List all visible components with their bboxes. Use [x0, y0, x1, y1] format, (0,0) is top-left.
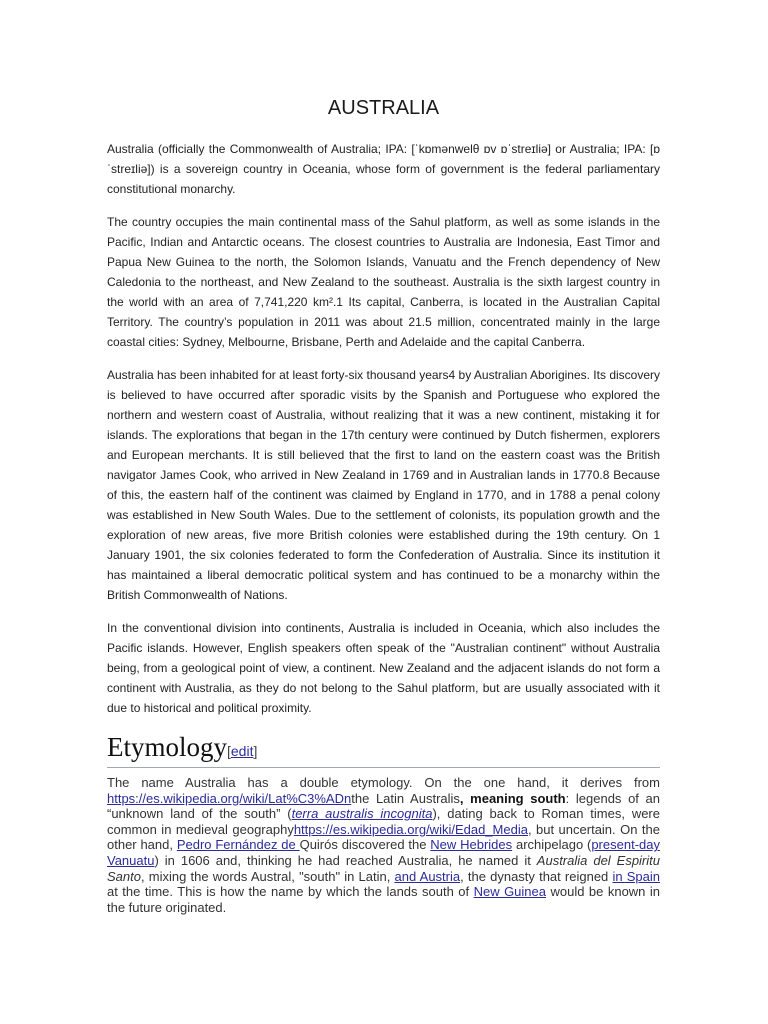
- edit-bracket-open: [: [227, 743, 231, 759]
- etymology-text: The name Australia has a double etymology. On the one hand, it derives from: [107, 775, 660, 790]
- etymology-heading-text: Etymology: [107, 732, 227, 762]
- meaning-south-bold: , meaning south: [459, 790, 566, 806]
- link-terra-australis-incognita[interactable]: terra australis incognita: [291, 806, 433, 822]
- etymology-text: the Latin Australis: [351, 790, 460, 806]
- edit-bracket-close: ]: [253, 743, 258, 759]
- etymology-text: , the dynasty that reigned: [460, 868, 613, 884]
- paragraph-etymology: [107, 775, 660, 915]
- link-in-spain[interactable]: in Spain: [612, 868, 660, 884]
- edit-link[interactable]: edit: [230, 743, 254, 759]
- etymology-text: ), dating back to Roman times, were common in medieval geography: [107, 806, 660, 837]
- document-page: [107, 0, 660, 915]
- etymology-text: , mixing the words Austral, "south" in Latin,: [140, 868, 395, 884]
- link-edad-media-wiki[interactable]: https://es.wikipedia.org/wiki/Edad_Media: [293, 821, 528, 837]
- link-present-day-vanuatu[interactable]: present-day Vanuatu: [107, 837, 660, 868]
- paragraph-intro: Australia (officially the Commonwealth of Australia; IPA: [ˈkɒmənwelθ ɒv ɒˈstreɪliə] or Australia; IPA: [ɒˈstreɪliə]) is a sovereign country in Oceania, whose form of government is the federal parliamentary constitutional monarchy.: [107, 142, 660, 196]
- paragraph-history: Australia has been inhabited for at least forty-six thousand years4 by Australian Aborigines. Its discovery is believed to have occurred after sporadic visits by the Spanish and Portuguese who explored the northern and western coast of Australia, without realizing that it was a new continent, mistaking it for islands. The explorations that began in the 17th century were continued by Dutch fishermen, explorers and European merchants. It is still believed that the first to land on the eastern coast was the British navigator James Cook, who arrived in New Zealand in 1769 and in Australian lands in 1770.8 Because of this, the eastern half of the continent was claimed by England in 1770, and in 1788 a penal colony was established in New South Wales. Due to the settlement of colonists, its population growth and the exploration of new areas, five more British colonies were established during the 19th century. On 1 January 1901, the six colonies federated to form the Confederation of Australia. Since its institution it has maintained a liberal democratic political system and has continued to be a monarchy within the British Commonwealth of Nations.: [107, 368, 660, 602]
- etymology-text: Quirós discovered the: [299, 837, 431, 853]
- etymology-text: , but uncertain. On the other hand,: [107, 821, 660, 853]
- etymology-text: archipelago (: [512, 837, 592, 853]
- paragraph-geography: The country occupies the main continental mass of the Sahul platform, as well as some islands in the Pacific, Indian and Antarctic oceans. The closest countries to Australia are Indonesia, East Timor and Papua New Guinea to the north, the Solomon Islands, Vanuatu and the French dependency of New Caledonia to the northeast, and New Zealand to the southeast. Australia is the sixth largest country in the world with an area of 7,741,220 km².1 Its capital, Canberra, is located in the Australian Capital Territory. The country’s population in 2011 was about 21.5 million, concentrated mainly in the large coastal cities: Sydney, Melbourne, Brisbane, Perth and Adelaide and the capital Canberra.: [107, 215, 660, 349]
- etymology-heading: [107, 732, 660, 768]
- etymology-text: would be known in the future originated.: [107, 884, 661, 915]
- etymology-text: at the time. This is how the name by which the lands south of: [107, 884, 474, 900]
- link-new-guinea[interactable]: New Guinea: [473, 884, 546, 900]
- link-and-austria[interactable]: and Austria: [394, 868, 461, 884]
- paragraph-continent: In the conventional division into continents, Australia is included in Oceania, which also includes the Pacific islands. However, English speakers often speak of the "Australian continent" without Australia being, from a geological point of view, a continent. New Zealand and the adjacent islands do not form a continent with Australia, as they do not belong to the Sahul platform, but are usually associated with it due to historical and political proximity.: [107, 621, 660, 715]
- etymology-text: : legends of an “unknown land of the south” (: [107, 790, 661, 822]
- link-latin-wiki[interactable]: https://es.wikipedia.org/wiki/Lat%C3%ADn: [107, 790, 352, 806]
- link-new-hebrides[interactable]: New Hebrides: [430, 837, 513, 853]
- australia-del-espiritu-santo: Australia del Espiritu Santo: [107, 852, 660, 884]
- edit-section: [227, 743, 257, 759]
- etymology-text: ) in 1606 and, thinking he had reached Australia, he named it: [154, 852, 537, 868]
- page-title: AUSTRALIA: [327, 97, 440, 119]
- link-pedro-fernandez[interactable]: Pedro Fernández de: [176, 837, 300, 853]
